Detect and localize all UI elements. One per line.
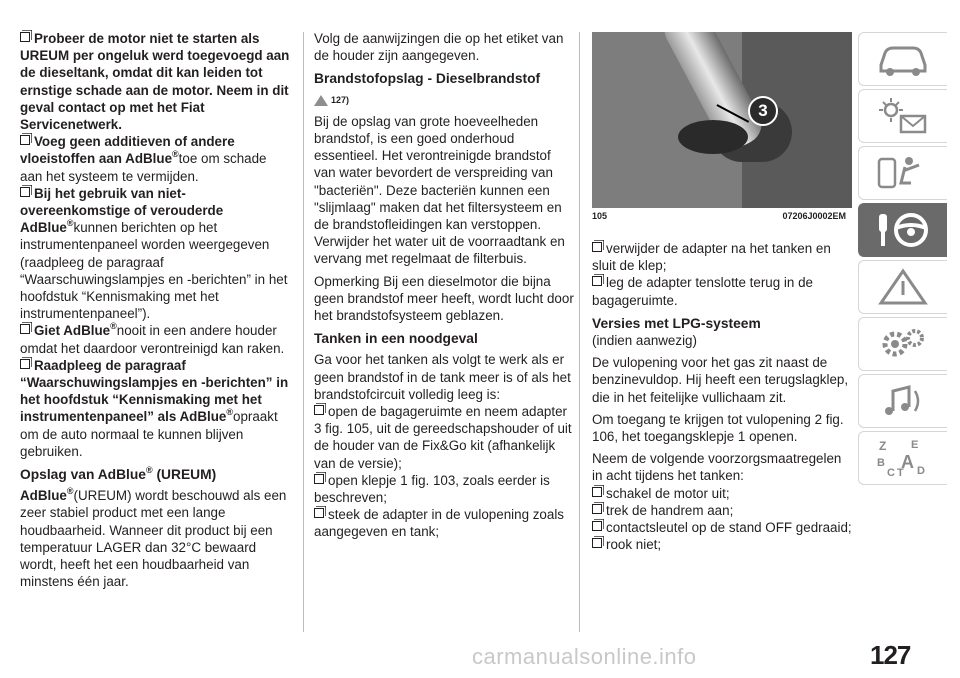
checkbox-bullet-icon <box>314 508 324 518</box>
checkbox-bullet-icon <box>592 242 602 252</box>
checkbox-bullet-icon <box>20 187 30 197</box>
checkbox-bullet-icon <box>20 324 30 334</box>
tab-multimedia[interactable] <box>858 374 947 428</box>
tab-maintenance[interactable] <box>858 317 947 371</box>
index-letter: E <box>911 439 919 451</box>
list-item: verwijder de adapter na het tanken en sluit de klep; <box>592 241 831 274</box>
section-heading: Tanken in een noodgeval <box>314 331 478 347</box>
chapter-sidebar <box>858 32 958 488</box>
section-heading: Opslag van AdBlue® (UREUM) <box>20 465 217 483</box>
section-heading: Versies met LPG-systeem <box>592 315 761 331</box>
index-letter: Z <box>879 439 887 453</box>
warning-item: Giet AdBlue®nooit in een andere houder omdat het daardoor verontreinigd kan raken. <box>20 321 285 356</box>
warning-item: Bij het gebruik van niet-overeenkomstige of verouderde AdBlue®kunnen berichten op het instrumentenpaneel worden weergegeven (raadpleeg de paragraaf “Waarschuwingslampjes en -berichten” in het hoofdstuk “Kennismaking met het instrumentenpaneel”). <box>20 185 288 322</box>
paragraph: Neem de volgende voorzorgsmaatregelen in acht tijdens het tanken: <box>592 451 842 484</box>
index-letter: A <box>901 452 914 472</box>
warning-reference: 127) <box>314 92 576 109</box>
figure-callout: 3 <box>748 96 778 126</box>
column-divider <box>303 32 304 632</box>
section-subheading: (indien aanwezig) <box>592 333 697 349</box>
warning-item: Probeer de motor niet te starten als UREUM per ongeluk werd toegevoegd aan de dieseltank, omdat dit kan leiden tot ernstige schade aan de motor. Neem in dit geval contact op met het Fiat Servicenetwerk. <box>20 31 290 133</box>
checkbox-bullet-icon <box>592 504 602 514</box>
tab-safety[interactable] <box>858 146 947 200</box>
column-divider <box>579 32 580 632</box>
list-item: schakel de motor uit; <box>592 485 852 502</box>
checkbox-bullet-icon <box>592 487 602 497</box>
key-steering-wheel-icon <box>875 210 931 250</box>
warning-list <box>20 30 292 460</box>
multimedia-icon <box>875 381 931 421</box>
checkbox-bullet-icon <box>592 521 602 531</box>
column-3 <box>592 240 852 553</box>
checkbox-bullet-icon <box>592 276 602 286</box>
step-list <box>592 240 852 309</box>
checkbox-bullet-icon <box>20 135 30 145</box>
list-item: open de bagageruimte en neem adapter 3 fig. 105, uit de gereedschapshouder of uit de houder van de Fix&Go kit (afhankelijk van de versie); <box>314 404 572 471</box>
car-icon <box>875 39 931 79</box>
warning-lights-icon <box>875 96 931 136</box>
list-item: open klepje 1 fig. 103, zoals eerder is beschreven; <box>314 472 550 506</box>
list-item: contactsleutel op de stand OFF gedraaid; <box>592 519 852 536</box>
checkbox-bullet-icon <box>20 32 30 42</box>
gears-icon <box>875 324 931 364</box>
column-1 <box>20 30 292 591</box>
list-item: steek de adapter in de vulopening zoals aangegeven en tank; <box>314 507 564 540</box>
checkbox-bullet-icon <box>314 474 324 484</box>
paragraph: Opmerking Bij een dieselmotor die bijna geen brandstof meer heeft, wordt lucht door het brandstofsysteem geblazen. <box>314 273 574 324</box>
tab-car[interactable] <box>858 32 947 86</box>
figure-image <box>592 32 852 208</box>
index-letter: D <box>917 465 925 477</box>
list-item: trek de handrem aan; <box>592 502 852 519</box>
tab-warning-lights[interactable] <box>858 89 947 143</box>
figure-number: 105 <box>592 211 608 221</box>
page-number: 127 <box>870 640 911 670</box>
road-warning-icon <box>875 267 931 307</box>
checkbox-bullet-icon <box>314 405 324 415</box>
index-letter: T <box>897 467 904 478</box>
paragraph: AdBlue®(UREUM) wordt beschouwd als een zeer stabiel product met een lange houdbaarheid. Wanneer dit product bij een temperatuur LAGER dan 32°C bewaard wordt, heeft het een houdbaarheid van minstens één jaar. <box>20 486 287 590</box>
airbag-seat-icon <box>875 153 931 193</box>
step-list <box>592 485 852 554</box>
paragraph: Ga voor het tanken als volgt te werk als er geen brandstof in de tank meer is of als het brandstofcircuit volledig leeg is: <box>314 352 571 402</box>
tab-emergency[interactable] <box>858 260 947 314</box>
warning-item: Voeg geen additieven of andere vloeistoffen aan AdBlue®toe om schade aan het systeem te vermijden. <box>20 134 267 184</box>
warning-triangle-icon <box>314 95 328 106</box>
paragraph: De vulopening voor het gas zit naast de benzinevuldop. Hij heeft een terugslagklep, die in het feitelijke vullichaam zit. <box>592 355 849 405</box>
tab-index[interactable] <box>858 431 947 485</box>
section-heading: Brandstofopslag - Dieselbrandstof <box>314 71 541 87</box>
index-letter: C <box>887 467 895 478</box>
column-2 <box>314 30 576 541</box>
warning-item: Raadpleeg de paragraaf “Waarschuwingslampjes en -berichten” in het hoofdstuk “Kennismaking met het instrumentenpaneel” als AdBlue®opraakt om de auto normaal te kunnen blijven gebruiken. <box>20 357 289 459</box>
paragraph: Om toegang te krijgen tot vulopening 2 fig. 106, het toegangsklepje 1 openen. <box>592 411 844 445</box>
list-item: rook niet; <box>592 536 852 553</box>
paragraph: Bij de opslag van grote hoeveelheden brandstof, is een goed onderhoud essentieel. Het verontreinigde brandstof van water bevordert de verspreiding van "bacteriën". Deze bacteriën kunnen een "slijmlaag" maken dat het filtersysteem en de brandstofleidingen kan verstoppen. Verwijder het water uit de voorraadtank en vervang met regelmaat de filterbuis. <box>314 113 565 267</box>
tab-starting-driving[interactable] <box>858 203 947 257</box>
checkbox-bullet-icon <box>592 538 602 548</box>
figure-caption <box>592 208 852 221</box>
step-list <box>314 403 576 541</box>
list-item: leg de adapter tenslotte terug in de bagageruimte. <box>592 275 813 308</box>
checkbox-bullet-icon <box>20 359 30 369</box>
paragraph: Volg de aanwijzingen die op het etiket van de houder zijn aangegeven. <box>314 31 564 64</box>
watermark: carmanualsonline.info <box>472 644 697 669</box>
index-letter: B <box>877 457 885 469</box>
figure-code: 07206J0002EM <box>782 211 846 221</box>
index-icon <box>875 438 931 478</box>
